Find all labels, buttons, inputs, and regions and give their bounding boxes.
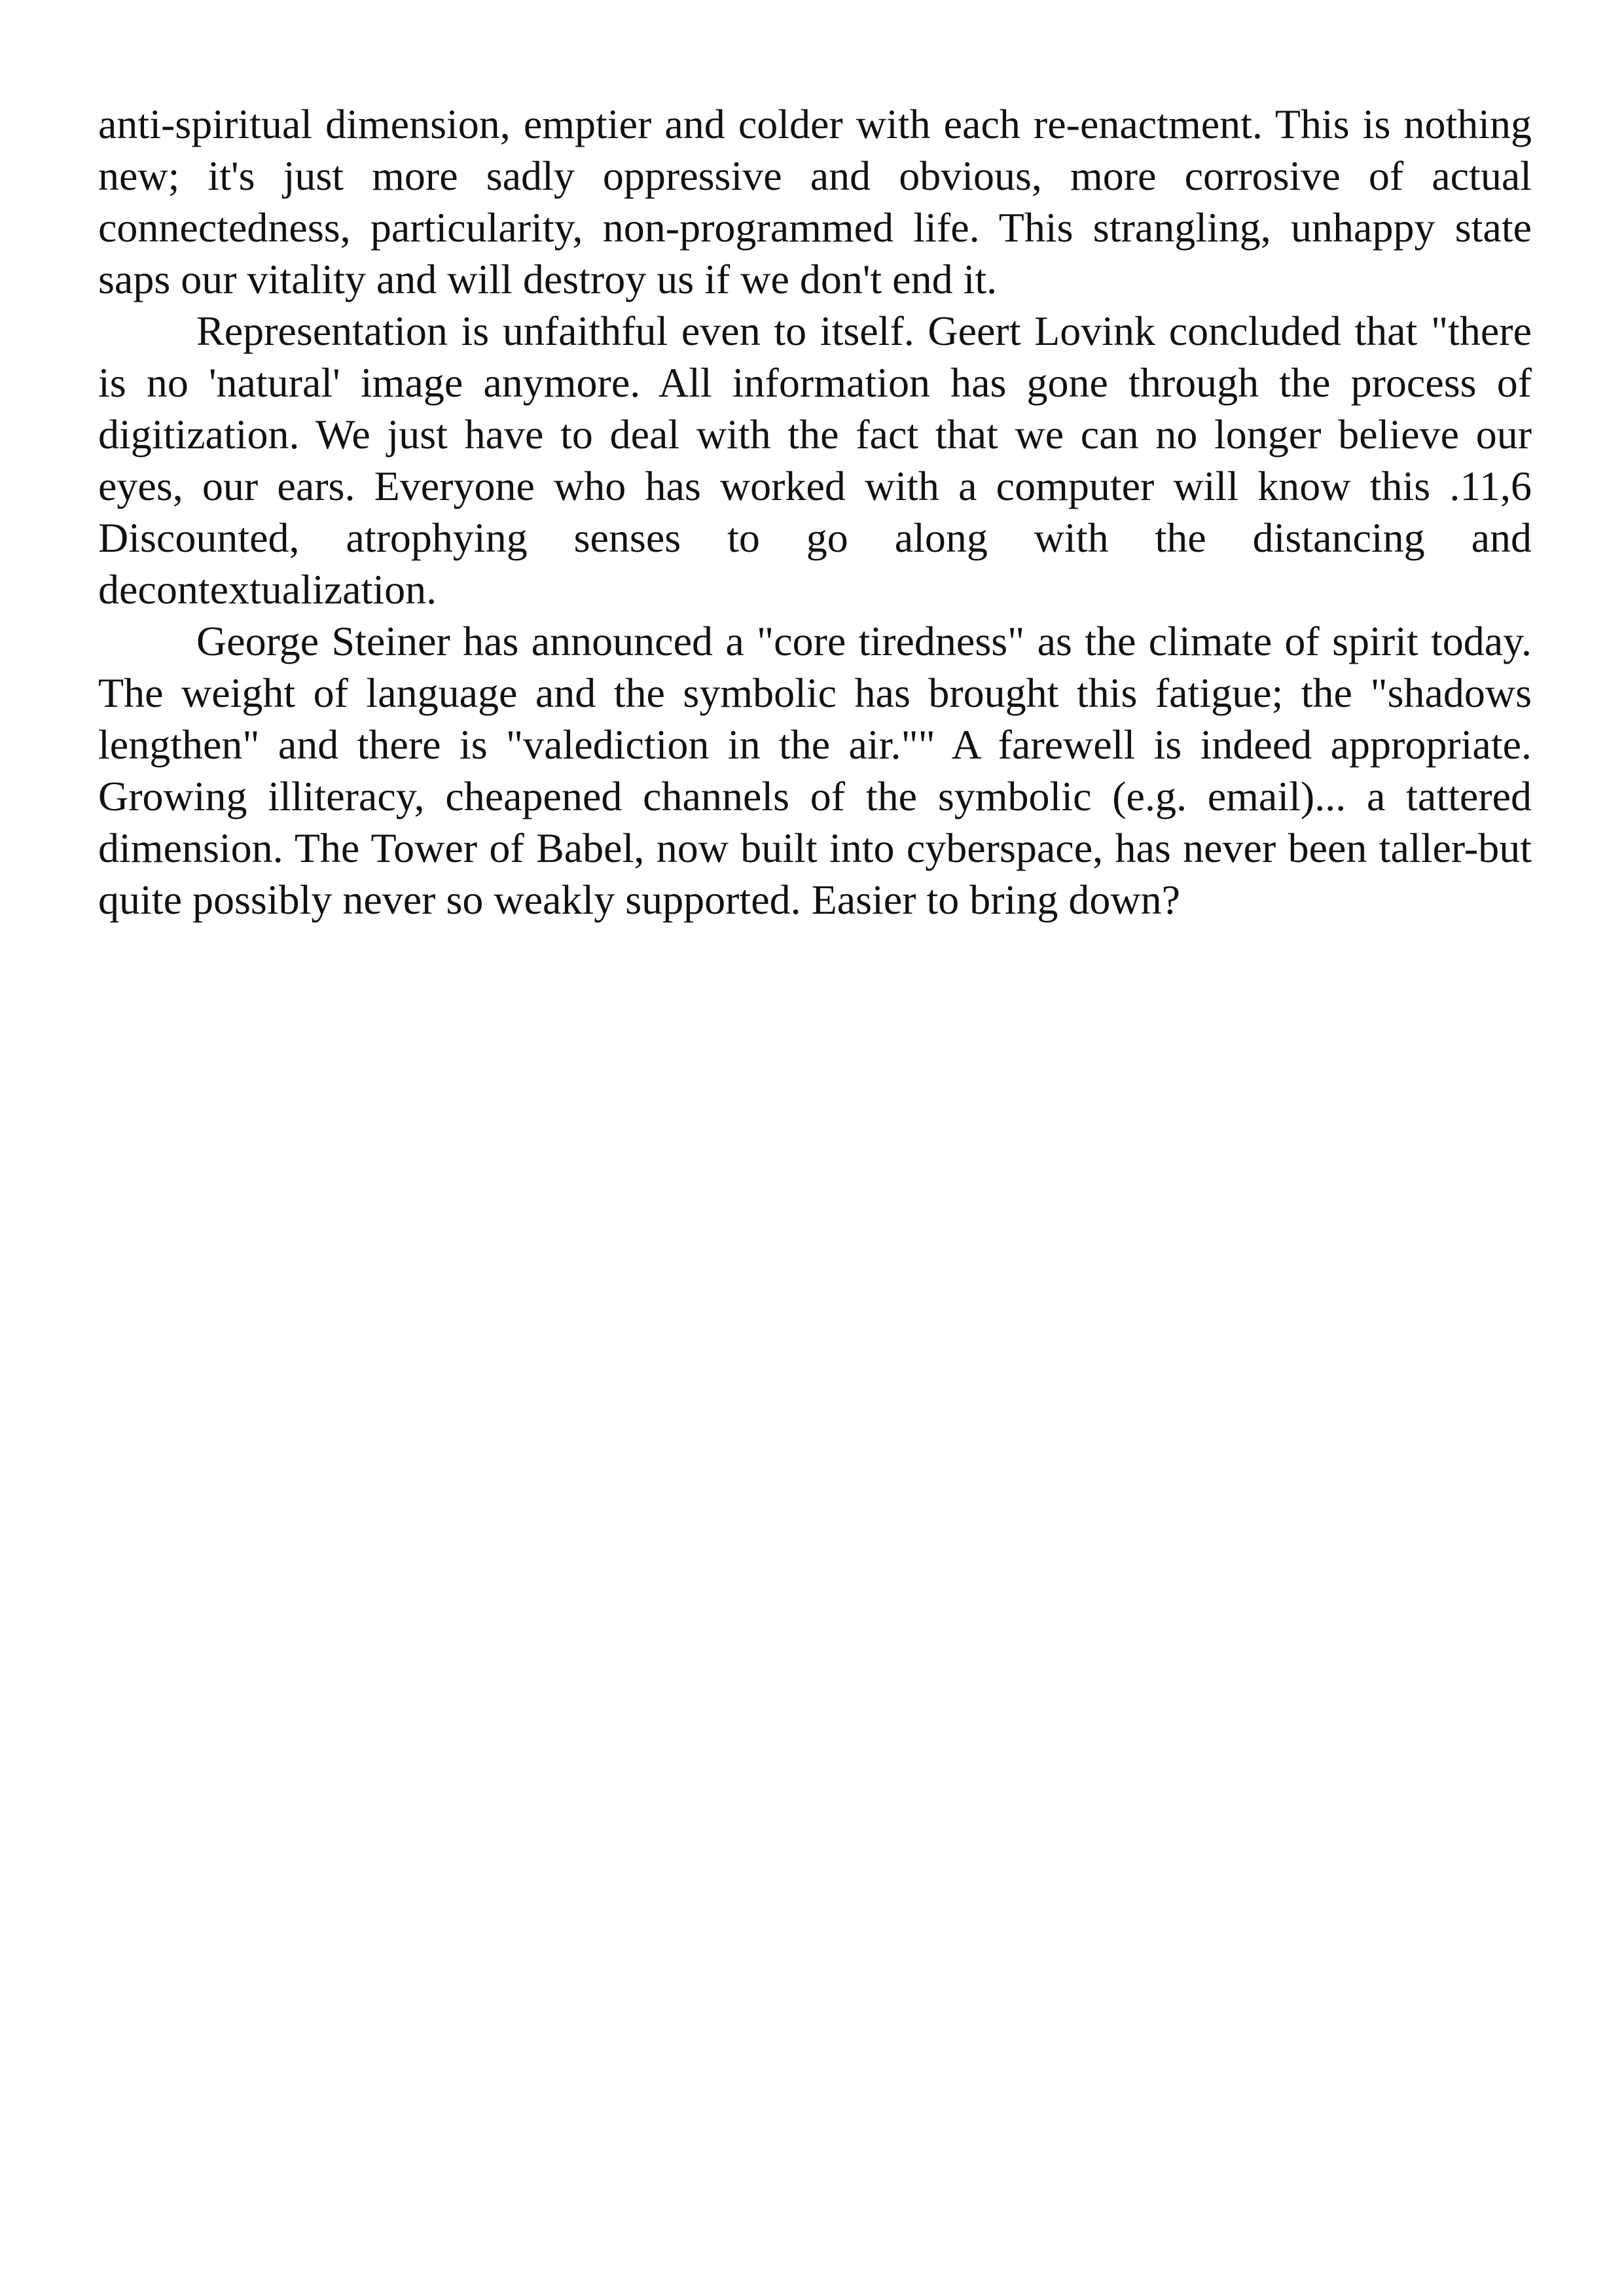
paragraph-continuation: anti-spiritual dimension, emptier and colder with each re-enactment. This is nothing new; it's just more sadly oppressive and obvious, more corrosive of actual connectedness, particularity, non-programmed life. This strangling, unhappy state saps our vitality and will destroy us if we don't end it. bbox=[98, 101, 1532, 302]
paragraph-steiner: George Steiner has announced a "core tiredness" as the climate of spirit today. The weight of language and the symbolic has brought this fatigue; the "shadows lengthen" and there is "valediction in the air."" A farewell is indeed appropriate. Growing illiteracy, cheapened channels of the symbolic (e.g. email)... a tattered dimension. The Tower of Babel, now built into cyberspace, has never been taller-but quite possibly never so weakly supported. Easier to bring down? bbox=[98, 618, 1532, 923]
body-text bbox=[98, 98, 1532, 925]
paragraph-representation: Representation is unfaithful even to itself. Geert Lovink concluded that "there is no 'natural' image anymore. All information has gone through the process of digitization. We just have to deal with the fact that we can no longer believe our eyes, our ears. Everyone who has worked with a computer will know this .11,6 Discounted, atrophying senses to go along with the distancing and decontextualization. bbox=[98, 308, 1532, 613]
